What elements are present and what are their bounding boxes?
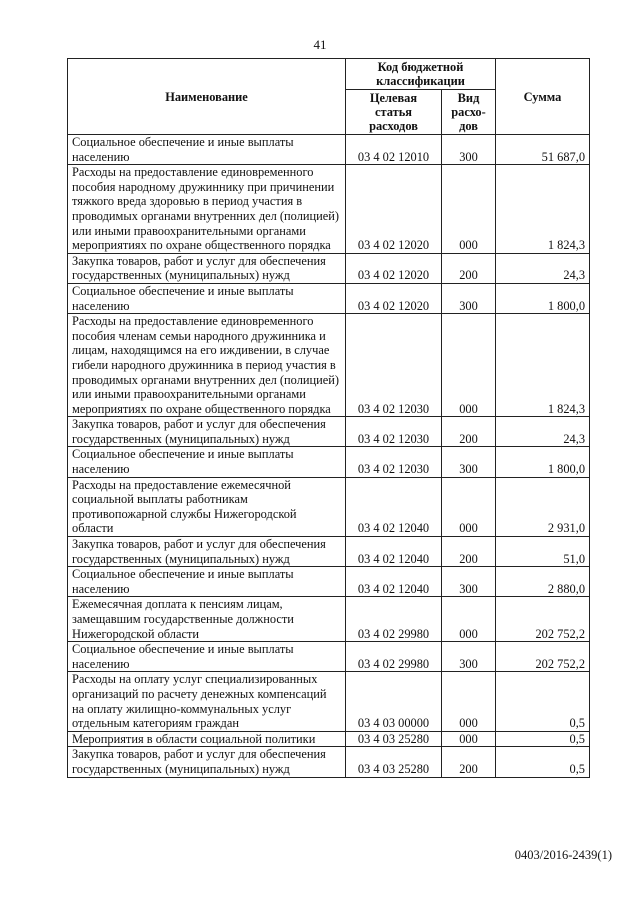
header-amount: Сумма: [496, 59, 590, 135]
row-amount-cell: 0,5: [496, 672, 590, 731]
row-code-cell: 03 4 02 12020: [346, 283, 442, 313]
row-amount-cell: 2 931,0: [496, 477, 590, 536]
row-code-cell: 03 4 02 29980: [346, 597, 442, 642]
row-amount-cell: 1 800,0: [496, 447, 590, 477]
row-name-cell: Социальное обеспечение и иные выплаты населению: [68, 283, 346, 313]
row-code-cell: 03 4 03 25280: [346, 747, 442, 777]
row-name-cell: Закупка товаров, работ и услуг для обеспечения государственных (муниципальных) нужд: [68, 417, 346, 447]
table-row: [68, 165, 590, 254]
table-row: [68, 747, 590, 777]
table-row: [68, 642, 590, 672]
table-row: [68, 597, 590, 642]
header-code-group: Код бюджетной классификации: [346, 59, 496, 90]
row-name-cell: Социальное обеспечение и иные выплаты населению: [68, 567, 346, 597]
row-name-cell: Ежемесячная доплата к пенсиям лицам, замещавшим государственные должности Нижегородской области: [68, 597, 346, 642]
row-amount-cell: 202 752,2: [496, 642, 590, 672]
row-code-cell: 03 4 02 12030: [346, 417, 442, 447]
row-code-cell: 03 4 03 00000: [346, 672, 442, 731]
row-expense-type-cell: 000: [442, 672, 496, 731]
table-row: [68, 567, 590, 597]
row-expense-type-cell: 000: [442, 597, 496, 642]
row-expense-type-cell: 300: [442, 135, 496, 165]
row-expense-type-cell: 200: [442, 417, 496, 447]
page-number: 41: [313, 37, 327, 52]
table-row: [68, 253, 590, 283]
row-name-cell: Социальное обеспечение и иные выплаты населению: [68, 135, 346, 165]
table-row: [68, 417, 590, 447]
header-expense-type: Вид расхо-дов: [442, 90, 496, 135]
header-target-article: Целевая статья расходов: [346, 90, 442, 135]
row-amount-cell: 24,3: [496, 253, 590, 283]
table-row: [68, 537, 590, 567]
row-name-cell: Социальное обеспечение и иные выплаты населению: [68, 447, 346, 477]
row-code-cell: 03 4 02 12040: [346, 537, 442, 567]
row-code-cell: 03 4 02 12020: [346, 165, 442, 254]
table-row: [68, 314, 590, 417]
row-code-cell: 03 4 02 12040: [346, 477, 442, 536]
row-amount-cell: 51 687,0: [496, 135, 590, 165]
table-row: [68, 447, 590, 477]
row-code-cell: 03 4 02 12040: [346, 567, 442, 597]
row-expense-type-cell: 000: [442, 731, 496, 747]
row-code-cell: 03 4 02 12030: [346, 447, 442, 477]
row-code-cell: 03 4 03 25280: [346, 731, 442, 747]
row-expense-type-cell: 000: [442, 477, 496, 536]
row-amount-cell: 202 752,2: [496, 597, 590, 642]
row-expense-type-cell: 000: [442, 314, 496, 417]
row-expense-type-cell: 300: [442, 447, 496, 477]
row-code-cell: 03 4 02 29980: [346, 642, 442, 672]
table-row: [68, 672, 590, 731]
row-amount-cell: 51,0: [496, 537, 590, 567]
row-name-cell: Закупка товаров, работ и услуг для обеспечения государственных (муниципальных) нужд: [68, 747, 346, 777]
row-expense-type-cell: 300: [442, 567, 496, 597]
table-row: [68, 283, 590, 313]
row-amount-cell: 0,5: [496, 747, 590, 777]
table-row: [68, 731, 590, 747]
row-code-cell: 03 4 02 12030: [346, 314, 442, 417]
row-name-cell: Расходы на предоставление единовременного пособия членам семьи народного дружинника и лицам, находящимся на его иждивении, в случае гибели народного дружинника в период участия в проводимых органами внутренних дел (полицией) или иными правоохранительными органами мероприятиях по охране общественного порядка: [68, 314, 346, 417]
document-code: 0403/2016-2439(1): [514, 848, 612, 862]
table-header: [68, 59, 590, 135]
row-expense-type-cell: 200: [442, 253, 496, 283]
row-amount-cell: 1 824,3: [496, 314, 590, 417]
header-name: Наименование: [68, 59, 346, 135]
row-name-cell: Расходы на предоставление единовременного пособия народному дружиннику при причинении тяжкого вреда здоровью в период участия в проводимых органами внутренних дел (полицией) или иными правоохранительными органами мероприятиях по охране общественного порядка: [68, 165, 346, 254]
table-body: [68, 135, 590, 778]
row-expense-type-cell: 200: [442, 537, 496, 567]
table-row: [68, 477, 590, 536]
row-name-cell: Закупка товаров, работ и услуг для обеспечения государственных (муниципальных) нужд: [68, 253, 346, 283]
row-amount-cell: 2 880,0: [496, 567, 590, 597]
row-name-cell: Расходы на предоставление ежемесячной социальной выплаты работникам противопожарной службы Нижегородской области: [68, 477, 346, 536]
row-expense-type-cell: 300: [442, 283, 496, 313]
table-row: [68, 135, 590, 165]
row-name-cell: Закупка товаров, работ и услуг для обеспечения государственных (муниципальных) нужд: [68, 537, 346, 567]
row-amount-cell: 0,5: [496, 731, 590, 747]
row-amount-cell: 24,3: [496, 417, 590, 447]
budget-table: [67, 58, 590, 778]
row-expense-type-cell: 200: [442, 747, 496, 777]
row-name-cell: Расходы на оплату услуг специализированных организаций по расчету денежных компенсаций на оплату жилищно-коммунальных услуг отдельным категориям граждан: [68, 672, 346, 731]
row-name-cell: Социальное обеспечение и иные выплаты населению: [68, 642, 346, 672]
row-amount-cell: 1 800,0: [496, 283, 590, 313]
row-expense-type-cell: 000: [442, 165, 496, 254]
row-expense-type-cell: 300: [442, 642, 496, 672]
row-name-cell: Мероприятия в области социальной политики: [68, 731, 346, 747]
row-amount-cell: 1 824,3: [496, 165, 590, 254]
row-code-cell: 03 4 02 12020: [346, 253, 442, 283]
row-code-cell: 03 4 02 12010: [346, 135, 442, 165]
